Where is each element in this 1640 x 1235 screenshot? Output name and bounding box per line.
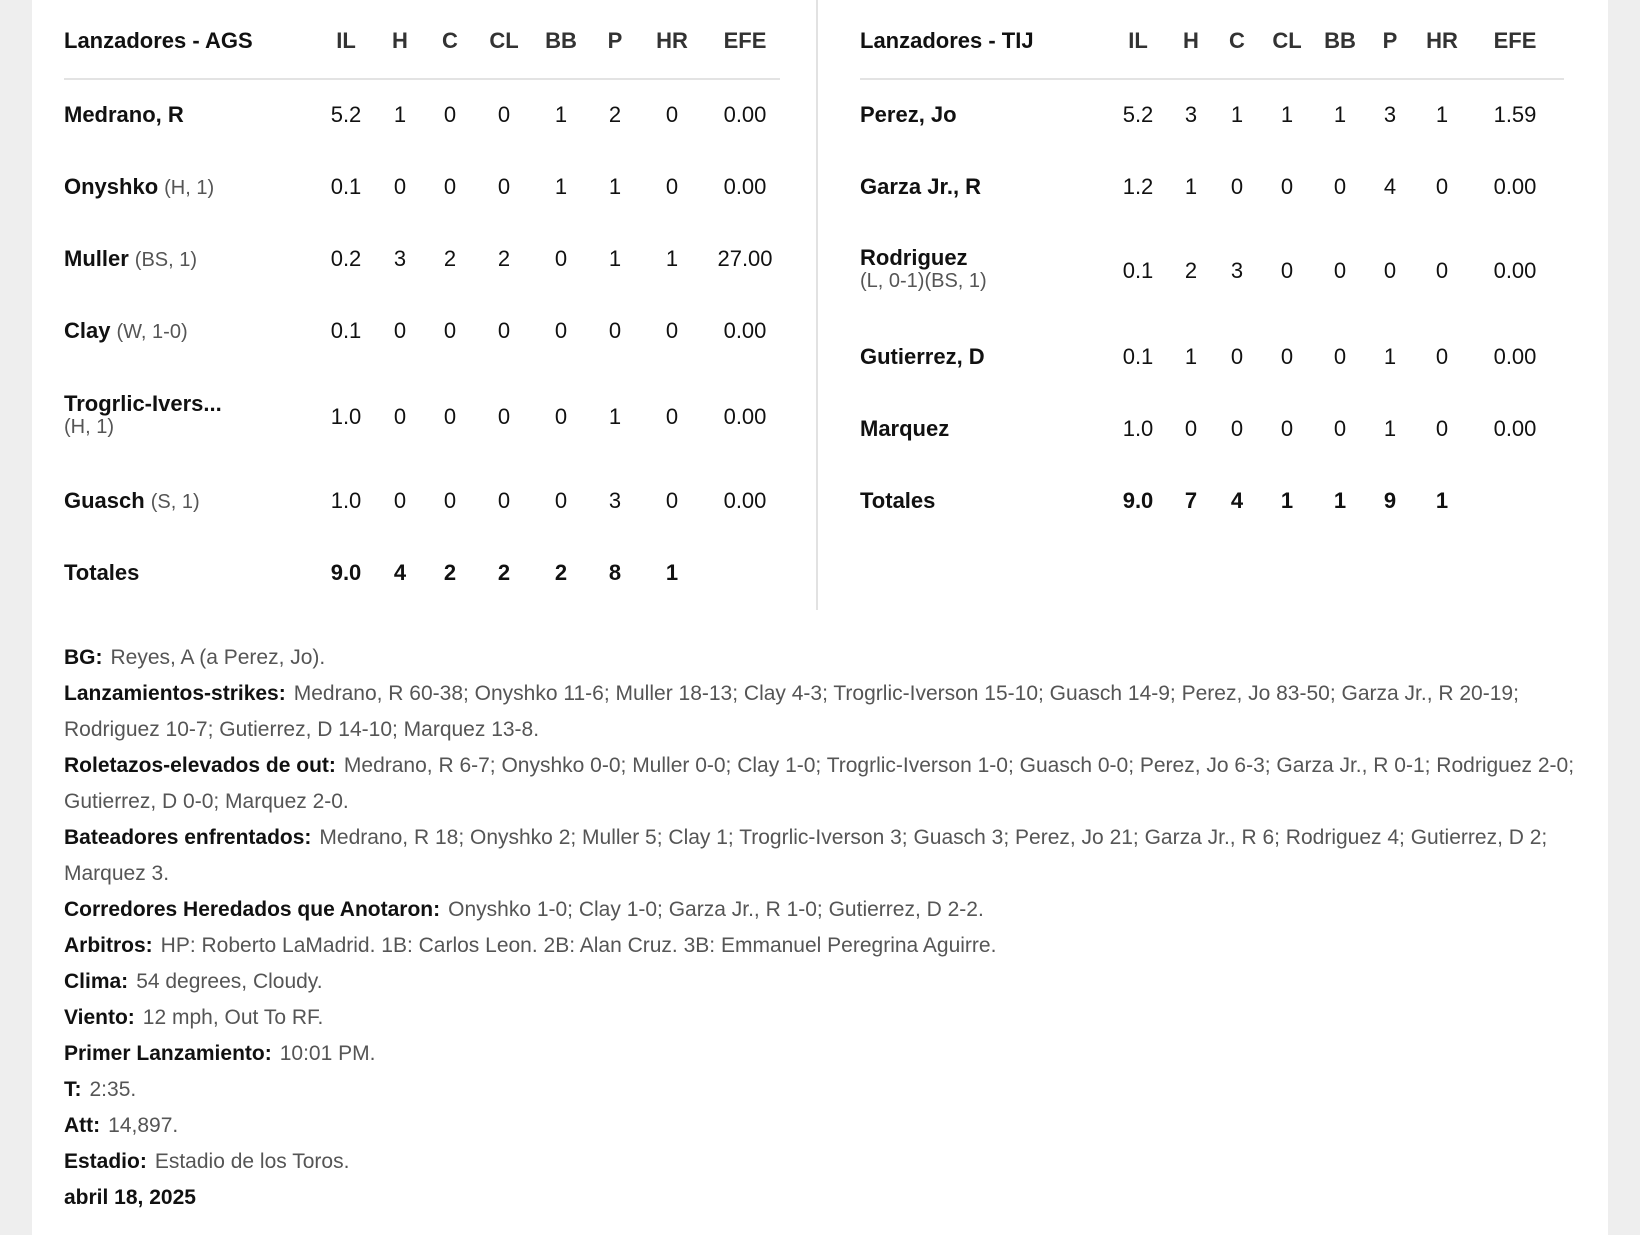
stat-efe: 0.00 — [723, 318, 767, 343]
col-header-cl: CL — [1272, 28, 1302, 53]
pitcher-name-text[interactable]: Rodriguez — [860, 245, 968, 270]
stat-cl: 0 — [497, 174, 511, 199]
pitcher-name-text[interactable]: Guasch — [64, 488, 145, 513]
ags-table-header — [64, 0, 780, 80]
stat-c: 0 — [443, 404, 457, 429]
col-header-c: C — [1229, 28, 1245, 53]
stat-bb: 0 — [1333, 344, 1347, 369]
pitcher-name-text[interactable]: Muller — [64, 246, 129, 271]
col-header-cl: CL — [489, 28, 519, 53]
stat-hr: 0 — [1435, 344, 1449, 369]
note-pitches-strikes — [64, 676, 1594, 748]
total-bb: 1 — [1333, 488, 1347, 513]
tij-pitcher-row — [860, 416, 1564, 488]
ags-totals-row — [64, 560, 780, 632]
note-label: Clima: — [64, 970, 129, 993]
pitcher-name — [64, 246, 197, 272]
note-text: 2:35. — [89, 1078, 137, 1101]
ags-pitching-table — [64, 0, 780, 585]
stat-c: 0 — [1230, 416, 1244, 441]
stat-bb: 0 — [554, 318, 568, 343]
total-bb: 2 — [554, 560, 568, 585]
note-time — [64, 1072, 1594, 1108]
stat-bb: 0 — [1333, 174, 1347, 199]
stat-hr: 1 — [665, 246, 679, 271]
note-attendance — [64, 1108, 1594, 1144]
stat-cl: 0 — [1280, 344, 1294, 369]
stat-hr: 0 — [665, 404, 679, 429]
note-label: Corredores Heredados que Anotaron: — [64, 898, 441, 921]
note-label: Roletazos-elevados de out: — [64, 754, 336, 777]
col-header-il: IL — [336, 28, 356, 53]
stat-cl: 0 — [497, 488, 511, 513]
pitcher-name — [64, 488, 200, 514]
stat-bb: 0 — [554, 488, 568, 513]
stat-p: 1 — [608, 174, 622, 199]
stat-il: 5.2 — [1122, 102, 1154, 127]
col-header-efe: EFE — [723, 28, 767, 53]
stat-h: 0 — [393, 174, 407, 199]
total-cl: 1 — [1280, 488, 1294, 513]
col-header-h: H — [1183, 28, 1199, 53]
tij-table-title: Lanzadores - TIJ — [860, 28, 1034, 53]
stat-cl: 0 — [497, 404, 511, 429]
col-header-hr: HR — [1426, 28, 1458, 53]
col-header-efe: EFE — [1493, 28, 1537, 53]
col-header-p: P — [607, 28, 623, 53]
stat-il: 5.2 — [330, 102, 362, 127]
stat-cl: 2 — [497, 246, 511, 271]
pitcher-decision: (W, 1-0) — [116, 321, 188, 343]
note-label: Bateadores enfrentados: — [64, 826, 312, 849]
stat-c: 0 — [443, 102, 457, 127]
col-header-c: C — [442, 28, 458, 53]
stat-cl: 1 — [1280, 102, 1294, 127]
total-il: 9.0 — [330, 560, 362, 585]
col-header-hr: HR — [656, 28, 688, 53]
pitcher-name[interactable]: Perez, Jo — [860, 102, 957, 127]
note-label: Att: — [64, 1114, 101, 1137]
pitcher-decision: (L, 0-1)(BS, 1) — [860, 270, 987, 292]
note-bg — [64, 640, 1594, 676]
stat-efe: 0.00 — [723, 404, 767, 429]
note-text: Medrano, R 6-7; Onyshko 0-0; Muller 0-0; Clay 1-0; Trogrlic-Iverson 1-0; Guasch 0-0; Perez, Jo 6-3; Garza Jr., R 0-1; Rodriguez 2-0; Gutierrez, D 0-0; Marquez 2-0. — [64, 754, 1575, 813]
pitcher-name[interactable]: Marquez — [860, 416, 950, 441]
column-divider — [816, 0, 818, 610]
stat-bb: 1 — [1333, 102, 1347, 127]
tij-pitcher-row — [860, 102, 1564, 174]
col-header-il: IL — [1128, 28, 1148, 53]
stat-hr: 0 — [665, 174, 679, 199]
total-h: 4 — [393, 560, 407, 585]
stat-hr: 0 — [665, 318, 679, 343]
note-text: 14,897. — [108, 1114, 179, 1137]
stat-il: 1.0 — [1122, 416, 1154, 441]
col-header-p: P — [1382, 28, 1398, 53]
tij-pitcher-row — [860, 174, 1564, 246]
total-p: 9 — [1383, 488, 1397, 513]
total-p: 8 — [608, 560, 622, 585]
note-text: 12 mph, Out To RF. — [142, 1006, 324, 1029]
note-wind — [64, 1000, 1594, 1036]
stat-hr: 0 — [665, 488, 679, 513]
stat-il: 0.2 — [330, 246, 362, 271]
stat-efe: 0.00 — [1493, 258, 1537, 283]
stat-il: 0.1 — [1122, 258, 1154, 283]
note-text: Reyes, A (a Perez, Jo). — [110, 646, 326, 669]
stat-c: 0 — [1230, 174, 1244, 199]
note-label: Estadio: — [64, 1150, 147, 1173]
stat-p: 1 — [608, 246, 622, 271]
note-text: Estadio de los Toros. — [154, 1150, 350, 1173]
totals-label: Totales — [860, 488, 936, 513]
total-cl: 2 — [497, 560, 511, 585]
stat-p: 1 — [608, 404, 622, 429]
total-h: 7 — [1184, 488, 1198, 513]
tij-table-header — [860, 0, 1564, 80]
stat-cl: 0 — [1280, 174, 1294, 199]
stat-h: 1 — [1184, 344, 1198, 369]
note-groundouts-flyouts — [64, 748, 1594, 820]
total-hr: 1 — [665, 560, 679, 585]
stat-h: 3 — [393, 246, 407, 271]
totals-label: Totales — [64, 560, 140, 585]
stat-h: 0 — [393, 488, 407, 513]
note-label: T: — [64, 1078, 82, 1101]
col-header-bb: BB — [545, 28, 577, 53]
stat-h: 0 — [1184, 416, 1198, 441]
stat-p: 0 — [1383, 258, 1397, 283]
stat-cl: 0 — [497, 318, 511, 343]
pitcher-name — [64, 174, 214, 200]
stat-il: 1.2 — [1122, 174, 1154, 199]
stat-bb: 1 — [554, 174, 568, 199]
ags-pitcher-row — [64, 488, 780, 560]
stat-il: 0.1 — [330, 174, 362, 199]
col-header-h: H — [392, 28, 408, 53]
stat-c: 0 — [443, 318, 457, 343]
game-date: abril 18, 2025 — [64, 1186, 196, 1209]
stat-p: 3 — [1383, 102, 1397, 127]
stat-bb: 0 — [554, 404, 568, 429]
note-stadium — [64, 1144, 1594, 1180]
stat-efe: 0.00 — [723, 174, 767, 199]
stat-efe: 0.00 — [723, 102, 767, 127]
note-first-pitch — [64, 1036, 1594, 1072]
stat-hr: 0 — [665, 102, 679, 127]
pitcher-name[interactable]: Garza Jr., R — [860, 174, 982, 199]
stat-cl: 0 — [497, 102, 511, 127]
stat-hr: 0 — [1435, 174, 1449, 199]
stat-il: 0.1 — [1122, 344, 1154, 369]
tij-totals-row — [860, 488, 1564, 560]
total-c: 2 — [443, 560, 457, 585]
ags-pitcher-row — [64, 318, 780, 390]
note-text: Onyshko 1-0; Clay 1-0; Garza Jr., R 1-0; Gutierrez, D 2-2. — [448, 898, 984, 921]
pitcher-name — [64, 392, 222, 438]
stat-cl: 0 — [1280, 416, 1294, 441]
col-header-bb: BB — [1324, 28, 1356, 53]
stat-efe: 0.00 — [1493, 344, 1537, 369]
total-hr: 1 — [1435, 488, 1449, 513]
pitcher-name-text[interactable]: Medrano, R — [64, 102, 184, 127]
tij-pitcher-row — [860, 246, 1564, 318]
stat-il: 0.1 — [330, 318, 362, 343]
note-label: Primer Lanzamiento: — [64, 1042, 272, 1065]
ags-table-title: Lanzadores - AGS — [64, 28, 253, 53]
pitcher-decision: (S, 1) — [150, 491, 200, 513]
pitcher-decision: (H, 1) — [64, 416, 114, 438]
total-il: 9.0 — [1122, 488, 1154, 513]
stat-p: 3 — [608, 488, 622, 513]
note-weather — [64, 964, 1594, 1000]
stat-h: 1 — [393, 102, 407, 127]
stat-h: 2 — [1184, 258, 1198, 283]
stat-bb: 1 — [554, 102, 568, 127]
note-label: Arbitros: — [64, 934, 153, 957]
ags-pitcher-row — [64, 246, 780, 318]
stat-p: 1 — [1383, 344, 1397, 369]
stat-h: 0 — [393, 404, 407, 429]
ags-pitcher-row — [64, 102, 780, 174]
note-text: 54 degrees, Cloudy. — [136, 970, 323, 993]
stat-c: 0 — [1230, 344, 1244, 369]
stat-c: 2 — [443, 246, 457, 271]
pitcher-name[interactable]: Gutierrez, D — [860, 344, 985, 369]
stat-efe: 0.00 — [723, 488, 767, 513]
note-text: Medrano, R 18; Onyshko 2; Muller 5; Clay 1; Trogrlic-Iverson 3; Guasch 3; Perez, Jo 21; Garza Jr., R 6; Rodriguez 4; Gutierrez, D 2; Marquez 3. — [64, 826, 1548, 885]
stat-p: 4 — [1383, 174, 1397, 199]
note-label: BG: — [64, 646, 103, 669]
stat-efe: 1.59 — [1493, 102, 1537, 127]
ags-pitcher-row — [64, 174, 780, 246]
stat-c: 1 — [1230, 102, 1244, 127]
ags-pitcher-row — [64, 392, 780, 464]
stat-p: 2 — [608, 102, 622, 127]
game-notes — [64, 640, 1594, 1216]
stat-efe: 27.00 — [717, 246, 773, 271]
pitcher-name-text[interactable]: Onyshko — [64, 174, 159, 199]
stat-hr: 1 — [1435, 102, 1449, 127]
stat-p: 0 — [608, 318, 622, 343]
stat-il: 1.0 — [330, 488, 362, 513]
stat-bb: 0 — [1333, 416, 1347, 441]
note-text: Medrano, R 60-38; Onyshko 11-6; Muller 18-13; Clay 4-3; Trogrlic-Iverson 15-10; Guasch 14-9; Perez, Jo 83-50; Garza Jr., R 20-19; Rodriguez 10-7; Gutierrez, D 14-10; Marquez 13-8. — [64, 682, 1519, 741]
pitcher-name — [860, 246, 987, 292]
pitcher-name-text[interactable]: Trogrlic-Ivers... — [64, 391, 222, 416]
stat-h: 1 — [1184, 174, 1198, 199]
stat-h: 3 — [1184, 102, 1198, 127]
pitcher-decision: (H, 1) — [164, 177, 215, 199]
pitcher-name — [64, 102, 190, 128]
stat-bb: 0 — [1333, 258, 1347, 283]
note-label: Lanzamientos-strikes: — [64, 682, 286, 705]
stat-h: 0 — [393, 318, 407, 343]
pitcher-name — [64, 318, 188, 344]
stat-bb: 0 — [554, 246, 568, 271]
stat-cl: 0 — [1280, 258, 1294, 283]
stat-hr: 0 — [1435, 258, 1449, 283]
total-c: 4 — [1230, 488, 1244, 513]
note-text: 10:01 PM. — [279, 1042, 376, 1065]
stat-hr: 0 — [1435, 416, 1449, 441]
note-umpires — [64, 928, 1594, 964]
stat-efe: 0.00 — [1493, 174, 1537, 199]
stat-il: 1.0 — [330, 404, 362, 429]
stat-c: 3 — [1230, 258, 1244, 283]
note-text: HP: Roberto LaMadrid. 1B: Carlos Leon. 2B: Alan Cruz. 3B: Emmanuel Peregrina Aguirre. — [160, 934, 997, 957]
boxscore-card — [32, 0, 1608, 1235]
note-inherited-runners — [64, 892, 1594, 928]
pitcher-decision: (BS, 1) — [134, 249, 198, 271]
tij-pitcher-row — [860, 344, 1564, 416]
tij-pitching-table — [860, 0, 1564, 513]
stat-efe: 0.00 — [1493, 416, 1537, 441]
note-batters-faced — [64, 820, 1594, 892]
stat-c: 0 — [443, 488, 457, 513]
pitcher-name-text[interactable]: Clay — [64, 318, 111, 343]
stat-p: 1 — [1383, 416, 1397, 441]
note-label: Viento: — [64, 1006, 135, 1029]
stat-c: 0 — [443, 174, 457, 199]
